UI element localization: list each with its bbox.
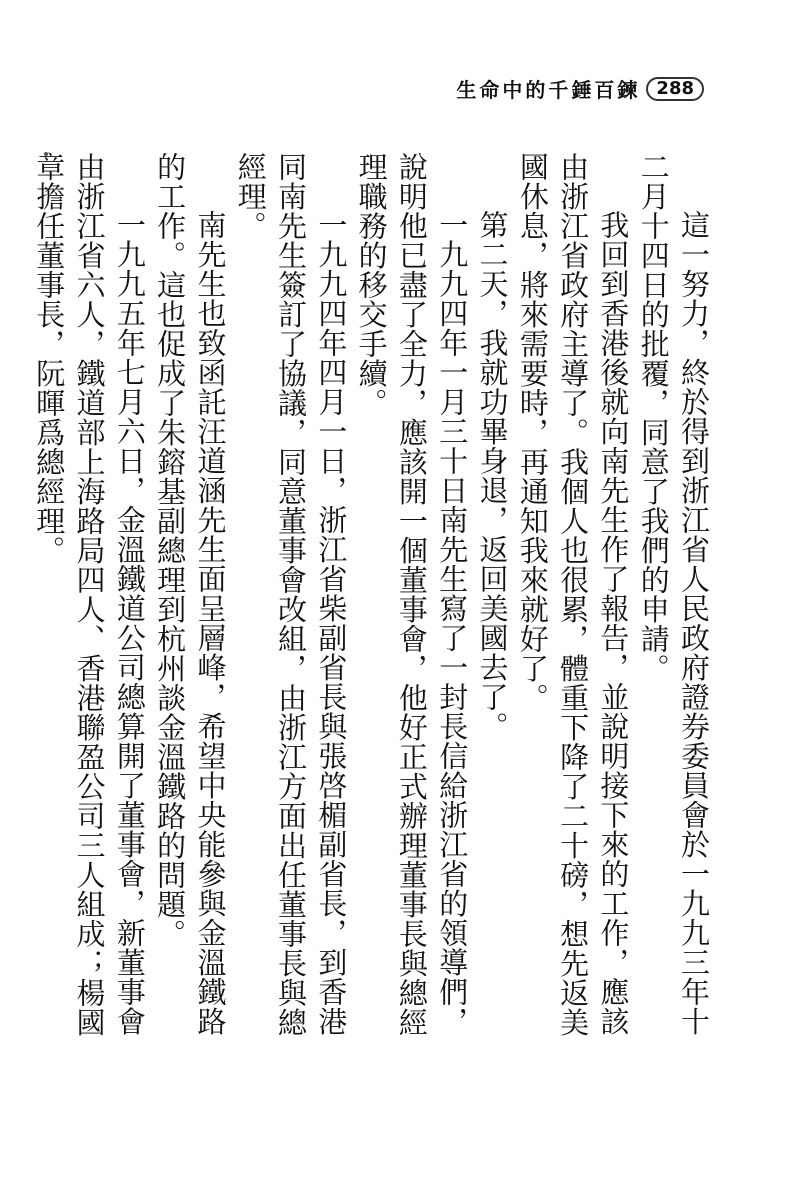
paragraph: 一九九四年四月一日，浙江省柴副省長與張啓楣副省長，到香港同南先生簽訂了協議，同意董事會改組，由浙江方面出任董事長與總經理。 [233, 152, 349, 1037]
paragraph: 一九九五年七月六日，金溫鐵道公司總算開了董事會，新董事會由浙江省六人，鐵道部上海路局四人、香港聯盈公司三人組成；楊國章擔任董事長，阮暉爲總經理。 [32, 152, 147, 1037]
paragraph: 這一努力，終於得到浙江省人民政府證券委員會於一九九三年十二月十四日的批覆，同意了我們的申請。 [636, 152, 711, 1036]
book-title: 生命中的千錘百鍊 [456, 78, 641, 102]
running-header [456, 74, 704, 103]
paragraph: 第二天，我就功畢身退，返回美國去了。 [475, 210, 510, 741]
main-text [32, 152, 714, 1052]
paragraph: 我回到香港後就向南先生作了報告，並說明接下來的工作，應該由浙江省政府主導了。我個人也很累，體重下降了二十磅，想先返美國休息，將來需要時，再通知我來就好了。 [515, 152, 631, 1037]
paragraph: 南先生也致函託汪道涵先生面呈層峰，希望中央能參與金溫鐵路的工作。這也促成了朱鎔基副總理到杭州談金溫鐵路的問題。 [153, 152, 228, 1036]
paragraph: 一九九四年一月三十日南先生寫了一封長信給浙江省的領導們，說明他已盡了全力，應該開一個董事會，他好正式辦理董事長與總經理職務的移交手續。 [354, 152, 470, 1037]
page-number: 288 [646, 77, 704, 101]
